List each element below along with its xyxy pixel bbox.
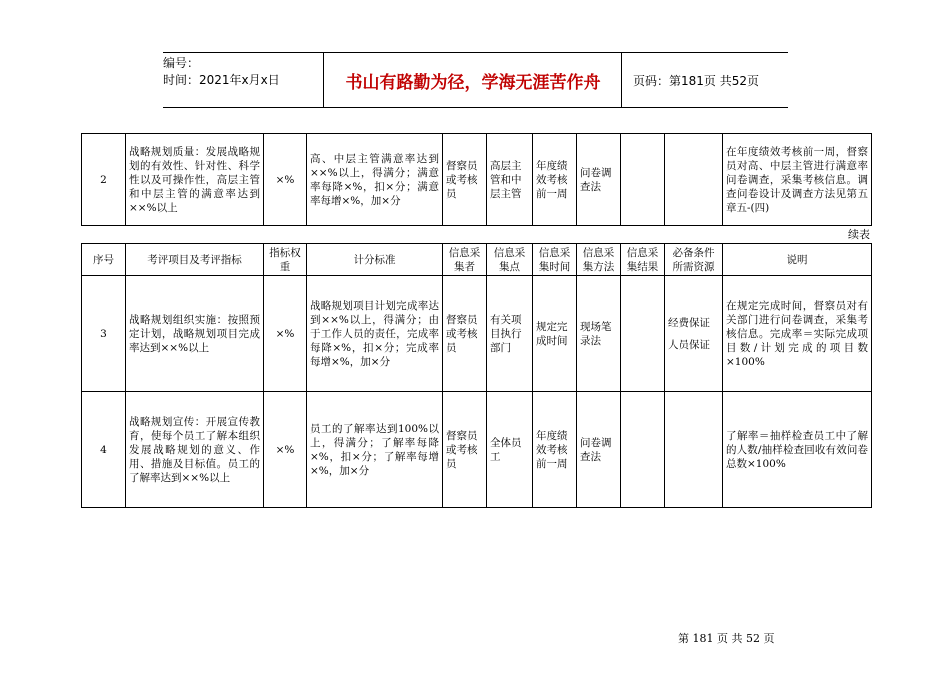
col-header: 指标权重	[264, 244, 307, 276]
cell-method: 问卷调查法	[577, 392, 621, 508]
page-header	[163, 52, 788, 108]
header-motto: 书山有路勤为径，学海无涯苦作舟	[345, 72, 601, 93]
cell-weight: ×%	[264, 392, 307, 508]
cell-point: 有关项目执行部门	[487, 276, 533, 392]
col-header: 信息采集时间	[533, 244, 577, 276]
col-header: 信息采集者	[443, 244, 487, 276]
cell-point: 全体员工	[487, 392, 533, 508]
header-meta	[163, 53, 323, 109]
cell-resource	[665, 134, 723, 226]
cell-point: 高层主管和中层主管	[487, 134, 533, 226]
table-row	[82, 276, 872, 392]
table-part-2	[81, 243, 872, 508]
cell-method: 问卷调查法	[577, 134, 621, 226]
cell-collector: 督察员或考核员	[443, 392, 487, 508]
continued-label: 续表	[848, 228, 870, 241]
table-row	[82, 134, 872, 226]
header-divider	[323, 53, 324, 107]
cell-time: 年度绩效考核前一周	[533, 134, 577, 226]
cell-note: 了解率＝抽样检查员工中了解的人数/抽样检查回收有效问卷总数×100%	[723, 392, 872, 508]
cell-standard: 高、中层主管满意率达到××%以上，得满分；满意率每降×%，扣×分；满意率每增×%，加×分	[307, 134, 443, 226]
col-header: 计分标准	[307, 244, 443, 276]
col-header: 信息采集结果	[621, 244, 665, 276]
cell-resource: 经费保证 人员保证	[665, 276, 723, 392]
col-header: 考评项目及考评指标	[126, 244, 264, 276]
cell-weight: ×%	[264, 276, 307, 392]
col-header: 说明	[723, 244, 872, 276]
cell-no: 3	[82, 276, 126, 392]
table-row	[82, 392, 872, 508]
col-header: 序号	[82, 244, 126, 276]
cell-result	[621, 276, 665, 392]
cell-no: 2	[82, 134, 126, 226]
table-header-row	[82, 244, 872, 276]
page-footer: 第 181 页 共 52 页	[678, 632, 775, 645]
cell-no: 4	[82, 392, 126, 508]
cell-resource	[665, 392, 723, 508]
cell-time: 年度绩效考核前一周	[533, 392, 577, 508]
cell-collector: 督察员或考核员	[443, 276, 487, 392]
cell-standard: 员工的了解率达到100%以上，得满分；了解率每降×%，扣×分；了解率每增×%，加×分	[307, 392, 443, 508]
cell-standard: 战略规划项目计划完成率达到××%以上，得满分；由于工作人员的责任，完成率每降×%，扣×分；完成率每增×%，加×分	[307, 276, 443, 392]
col-header: 信息采集点	[487, 244, 533, 276]
header-divider	[621, 53, 622, 107]
cell-weight: ×%	[264, 134, 307, 226]
table-part-1	[81, 133, 872, 226]
cell-method: 现场笔录法	[577, 276, 621, 392]
cell-note: 在年度绩效考核前一周，督察员对高、中层主管进行满意率问卷调查，采集考核信息。调查问卷设计及调查方法见第五章五-(四)	[723, 134, 872, 226]
cell-time: 规定完成时间	[533, 276, 577, 392]
cell-item: 战略规划宣传：开展宣传教育，使每个员工了解本组织发展战略规划的意义、作用、措施及目标值。员工的了解率达到××%以上	[126, 392, 264, 508]
cell-result	[621, 134, 665, 226]
number-label: 编号：	[163, 56, 200, 70]
cell-collector: 督察员或考核员	[443, 134, 487, 226]
cell-item: 战略规划质量：发展战略规划的有效性、针对性、科学性以及可操作性，高层主管和中层主管的满意率达到××%以上	[126, 134, 264, 226]
col-header: 信息采集方法	[577, 244, 621, 276]
cell-item: 战略规划组织实施：按照预定计划，战略规划项目完成率达到××%以上	[126, 276, 264, 392]
cell-note: 在规定完成时间，督察员对有关部门进行问卷调查，采集考核信息。完成率＝实际完成项目数/计划完成的项目数×100%	[723, 276, 872, 392]
time-label: 时间：2021年x月x日	[163, 73, 280, 87]
col-header: 必备条件所需资源	[665, 244, 723, 276]
cell-result	[621, 392, 665, 508]
header-page-code: 页码：第181页 共52页	[633, 73, 759, 88]
